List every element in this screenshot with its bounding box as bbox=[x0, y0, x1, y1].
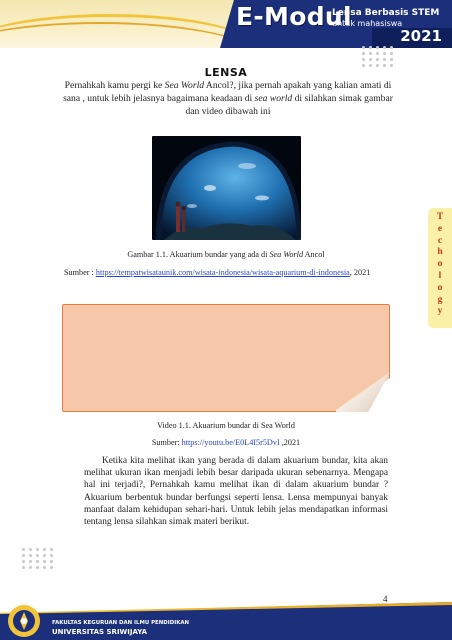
tab-letter: g bbox=[437, 294, 443, 305]
university-name: UNIVERSITAS SRIWIJAYA bbox=[52, 628, 148, 636]
university-logo-icon bbox=[4, 602, 44, 640]
section-heading: LENSA bbox=[204, 66, 248, 79]
figure-source: Sumber : https://tempatwisataunik.com/wisata-indonesia/wisata-aquarium-di-indonesia, 2021 bbox=[64, 268, 371, 277]
module-audience: untuk mahasiswa bbox=[332, 19, 403, 28]
dots-decoration bbox=[362, 46, 394, 67]
video-caption: Video 1.1. Akuarium bundar di Sea World bbox=[157, 421, 295, 430]
module-year: 2021 bbox=[400, 27, 442, 45]
tab-letter: y bbox=[437, 306, 443, 317]
tab-letter: c bbox=[437, 235, 443, 246]
body-paragraph: Ketika kita melihat ikan yang berada di dalam akuarium bundar, kita akan melihat ukuran ikan menjadi lebih besar daripada ukuran sebenarnya. Mengapa hal ini terjadi?, Pernahkah kamu melihat ikan di dalam akuarium bundar ? Akuarium berbentuk bundar berfungsi seperti lensa. Lensa mempunyai banyak manfaat dalam kehidupan sehari-hari. Untuk lebih jelas mendapatkan informasi tentang lensa silahkan simak materi berikut. bbox=[84, 456, 388, 528]
aquarium-photo bbox=[152, 136, 301, 240]
page-number: 4 bbox=[383, 594, 388, 604]
tab-letter: l bbox=[438, 270, 442, 281]
intro-text: Pernahkah kamu pergi ke Sea World Ancol?, jika pernah apakah yang kalian amati di sana , untuk lebih jelasnya bagaimana keadaan di sea world di silahkan simak gambar dan video dibawah ini bbox=[63, 80, 393, 117]
video-source-link[interactable]: https://youtu.be/E0L4I5r5DvI bbox=[181, 438, 280, 447]
video-placeholder[interactable] bbox=[62, 304, 390, 412]
stem-side-tab[interactable] bbox=[428, 208, 452, 328]
tab-letter: h bbox=[437, 247, 443, 258]
tab-letter: T bbox=[436, 212, 444, 222]
video-source: Sumber: https://youtu.be/E0L4I5r5DvI ,2021 bbox=[151, 438, 301, 447]
header bbox=[0, 0, 452, 48]
faculty-name: FAKULTAS KEGURUAN DAN ILMU PENDIDIKAN bbox=[52, 620, 190, 626]
module-title: E-Modul bbox=[236, 2, 352, 31]
tab-letter: o bbox=[437, 259, 443, 270]
tab-letter: e bbox=[437, 223, 443, 234]
figure-source-link[interactable]: https://tempatwisataunik.com/wisata-indonesia/wisata-aquarium-di-indonesia bbox=[95, 268, 350, 277]
module-subtitle: Lensa Berbasis STEM bbox=[332, 8, 440, 18]
figure-caption: Gambar 1.1. Akuarium bundar yang ada di Sea World Ancol bbox=[127, 250, 325, 259]
tab-letter: o bbox=[437, 282, 443, 293]
dots-decoration bbox=[22, 548, 54, 569]
